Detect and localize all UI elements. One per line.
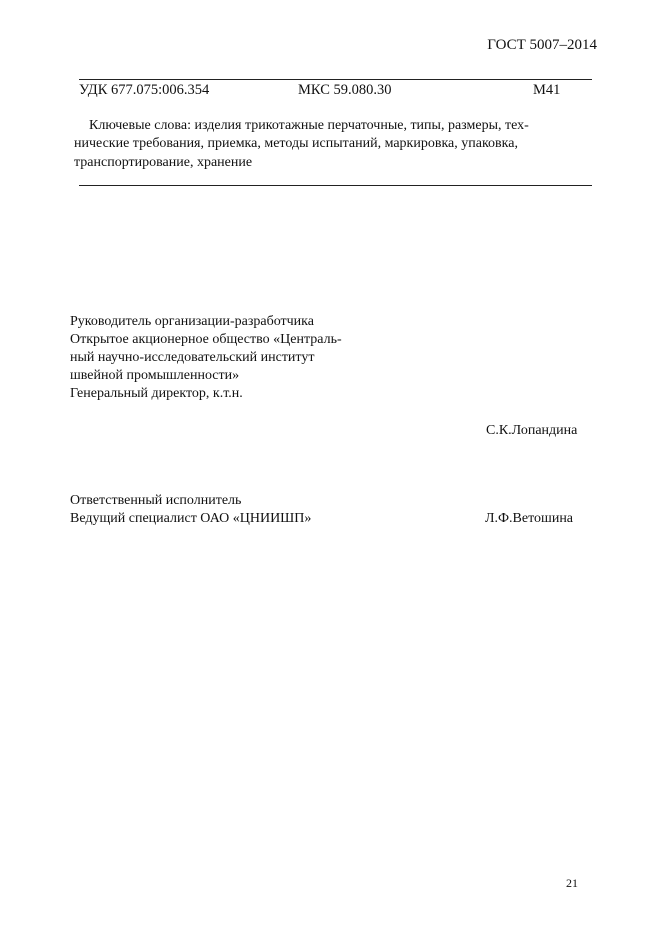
developer-line: швейной промышленности» xyxy=(70,368,240,383)
developer-line: Генеральный директор, к.т.н. xyxy=(70,386,243,401)
responsible-line: Ведущий специалист ОАО «ЦНИИШП» xyxy=(70,511,312,526)
developer-line: Открытое акционерное общество «Централь- xyxy=(70,332,342,347)
top-divider xyxy=(79,79,592,80)
developer-signatory: С.К.Лопандина xyxy=(486,423,578,438)
responsible-line: Ответственный исполнитель xyxy=(70,493,242,508)
responsible-signatory: Л.Ф.Ветошина xyxy=(485,511,574,526)
keywords-line: транспортирование, хранение xyxy=(74,155,253,170)
okp-code: М41 xyxy=(533,82,561,98)
document-code: ГОСТ 5007–2014 xyxy=(487,37,597,53)
developer-line: Руководитель организации-разработчика xyxy=(70,314,314,329)
mks-code: МКС 59.080.30 xyxy=(298,82,392,98)
bottom-divider xyxy=(79,185,592,186)
keywords-line: Ключевые слова: изделия трикотажные перчаточные, типы, размеры, тех- xyxy=(89,118,529,133)
keywords-line: нические требования, приемка, методы испытаний, маркировка, упаковка, xyxy=(74,136,518,151)
udk-code: УДК 677.075:006.354 xyxy=(79,82,210,98)
page-number: 21 xyxy=(566,876,578,890)
developer-line: ный научно-исследовательский институт xyxy=(70,350,315,365)
